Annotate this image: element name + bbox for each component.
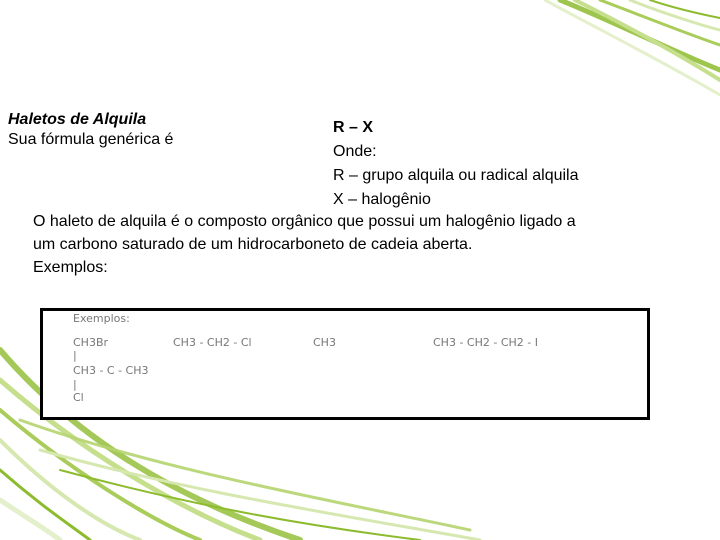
example-methyl-bromide: CH3Br <box>73 336 109 349</box>
example-chlorine: Cl <box>73 391 84 404</box>
examples-heading: Exemplos: <box>33 259 108 276</box>
examples-image <box>40 308 650 420</box>
example-methyl-top: CH3 <box>313 336 336 349</box>
paragraph-line-1: O haleto de alquila é o composto orgânico que possui um halogênio ligado a <box>33 213 576 230</box>
example-bond-line-2: | <box>73 378 77 391</box>
x-definition: X – halogênio <box>333 191 431 208</box>
slide-subtitle: Sua fórmula genérica é <box>8 131 174 148</box>
example-propyl-iodide: CH3 - CH2 - CH2 - I <box>433 336 538 349</box>
formula-block <box>333 116 579 212</box>
example-tert-butyl-chain: CH3 - C - CH3 <box>73 364 149 377</box>
slide-heading <box>8 110 173 150</box>
r-definition: R – grupo alquila ou radical alquila <box>333 167 579 184</box>
slide-title: Haletos de Alquila <box>8 111 147 128</box>
examples-image-label: Exemplos: <box>73 312 130 325</box>
where-label: Onde: <box>333 143 377 160</box>
definition-paragraph <box>33 210 663 279</box>
paragraph-line-2: um carbono saturado de um hidrocarboneto de cadeia aberta. <box>33 236 473 253</box>
general-formula: R – X <box>333 119 374 136</box>
example-bond-line: | <box>73 349 77 362</box>
example-ethyl-chloride: CH3 - CH2 - Cl <box>173 336 252 349</box>
